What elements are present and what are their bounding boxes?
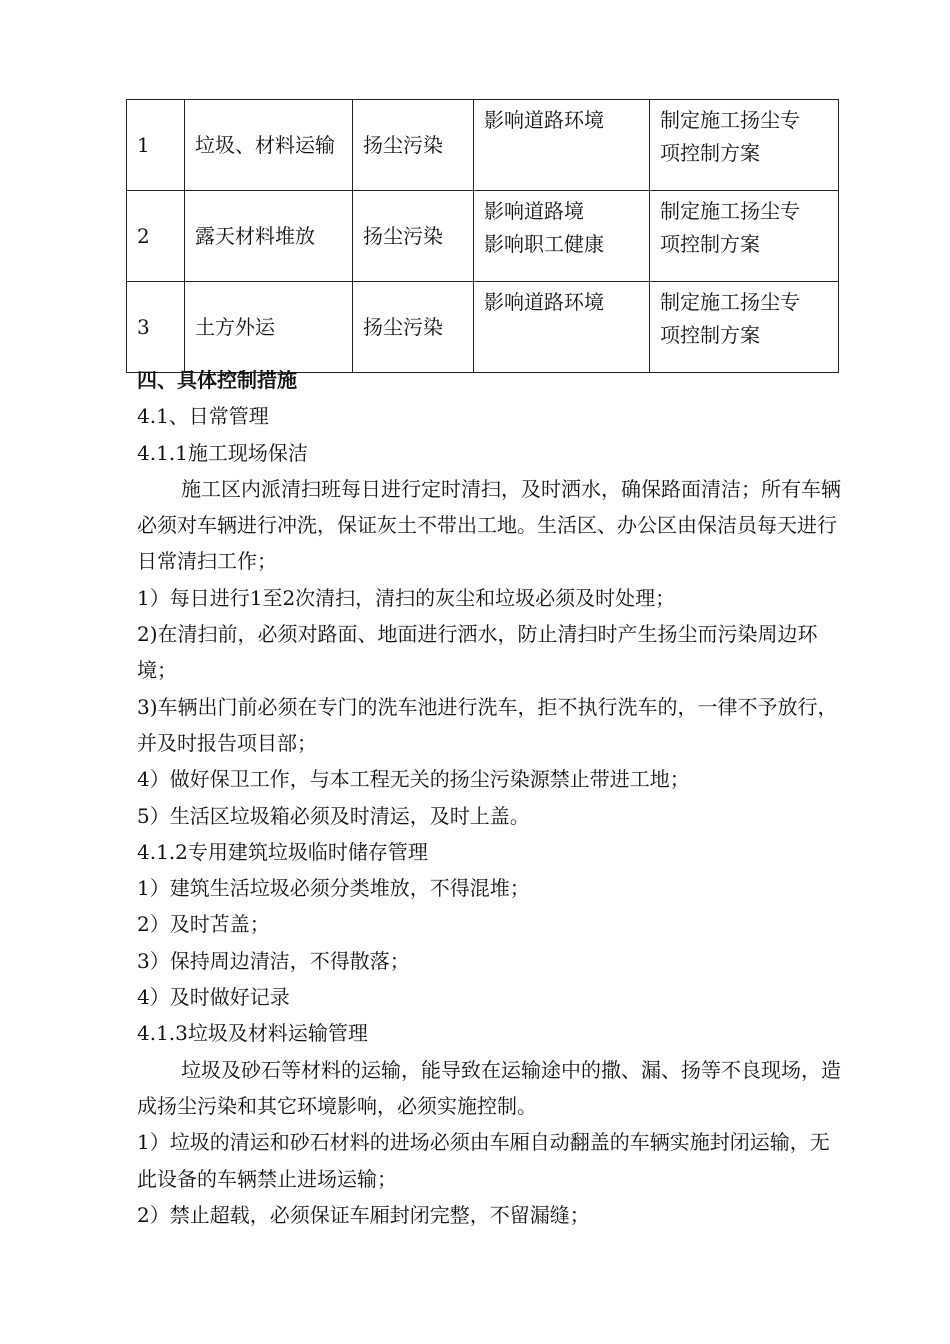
- measure-cell: 制定施工扬尘专 项控制方案: [650, 191, 839, 282]
- subsection-title: 4.1、日常管理: [137, 404, 269, 429]
- list-item: 1）垃圾的清运和砂石材料的进场必须由车厢自动翻盖的车辆实施封闭运输，无此设备的车辆禁止进场运输；: [137, 1130, 830, 1191]
- impact-cell: 影响道路境 影响职工健康: [474, 191, 650, 282]
- row-number: 1: [127, 100, 185, 191]
- measure-cell: 制定施工扬尘专 项控制方案: [650, 282, 839, 373]
- table-row: [127, 282, 839, 373]
- list-item: 4）做好保卫工作，与本工程无关的扬尘污染源禁止带进工地；: [137, 767, 690, 792]
- list-item: 5）生活区垃圾箱必须及时清运，及时上盖。: [137, 803, 530, 828]
- row-number: 3: [127, 282, 185, 373]
- table-row: [127, 191, 839, 282]
- document-body: [137, 362, 849, 1233]
- dust-risk-table: [126, 99, 839, 373]
- list-item: 3)车辆出门前必须在专门的洗车池进行洗车，拒不执行洗车的，一律不予放行，并及时报告项目部；: [137, 694, 838, 755]
- measure-cell: 制定施工扬尘专 项控制方案: [650, 100, 839, 191]
- impact-cell: 影响道路环境: [474, 282, 650, 373]
- paragraph: 施工区内派清扫班每日进行定时清扫，及时洒水，确保路面清洁；所有车辆必须对车辆进行冲洗，保证灰土不带出工地。生活区、办公区由保洁员每天进行日常清扫工作；: [137, 476, 841, 574]
- list-item: 2）禁止超载，必须保证车厢封闭完整，不留漏缝；: [137, 1202, 590, 1227]
- impact-cell: 影响道路环境: [474, 100, 650, 191]
- list-item: 2)在清扫前，必须对路面、地面进行洒水，防止清扫时产生扬尘而污染周边环境；: [137, 622, 818, 683]
- activity-cell: 垃圾、材料运输: [185, 100, 353, 191]
- table-row: [127, 100, 839, 191]
- subsection-title: 4.1.2专用建筑垃圾临时储存管理: [137, 839, 428, 864]
- paragraph: 垃圾及砂石等材料的运输，能导致在运输途中的撒、漏、扬等不良现场，造成扬尘污染和其它环境影响，必须实施控制。: [137, 1057, 841, 1118]
- list-item: 1）建筑生活垃圾必须分类堆放，不得混堆；: [137, 876, 530, 901]
- list-item: 2）及时苫盖；: [137, 912, 270, 937]
- activity-cell: 土方外运: [185, 282, 353, 373]
- list-item: 4）及时做好记录: [137, 985, 290, 1010]
- pollution-cell: 扬尘污染: [353, 282, 474, 373]
- list-item: 3）保持周边清洁，不得散落；: [137, 948, 410, 973]
- pollution-cell: 扬尘污染: [353, 191, 474, 282]
- list-item: 1）每日进行1至2次清扫，清扫的灰尘和垃圾必须及时处理；: [137, 585, 676, 610]
- subsection-title: 4.1.3垃圾及材料运输管理: [137, 1021, 368, 1046]
- row-number: 2: [127, 191, 185, 282]
- pollution-cell: 扬尘污染: [353, 100, 474, 191]
- activity-cell: 露天材料堆放: [185, 191, 353, 282]
- subsection-title: 4.1.1施工现场保洁: [137, 440, 308, 465]
- section-heading: 四、具体控制措施: [137, 368, 297, 392]
